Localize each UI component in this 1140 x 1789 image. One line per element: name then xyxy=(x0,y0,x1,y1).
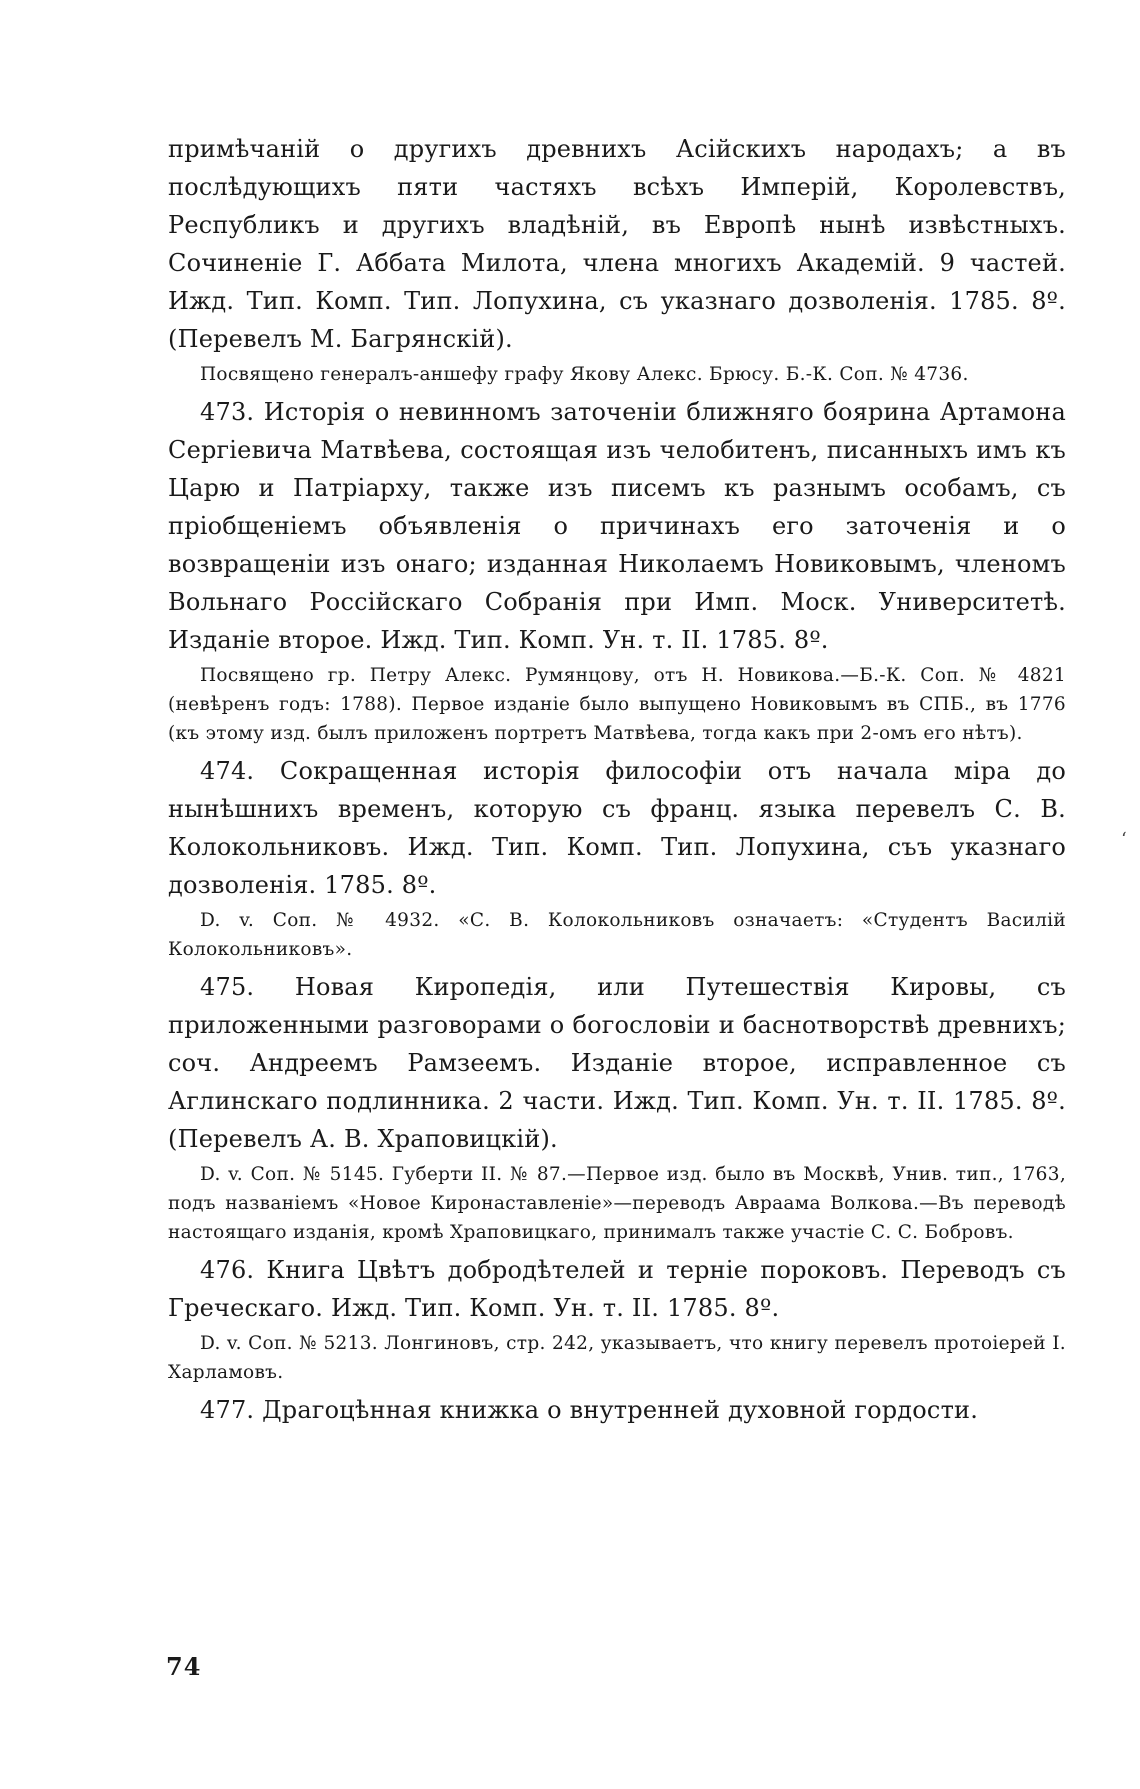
entry-number: 474. xyxy=(200,757,255,785)
entry-number: 477. xyxy=(200,1396,255,1424)
entry-note: D. v. Соп. № 5145. Губерти II. № 87.—Первое изд. было въ Москвѣ, Унив. тип., 1763, подъ названіемъ «Новое Киронаставленіе»—переводъ Авраама Волкова.—Въ переводѣ настоящаго изданія, кромѣ Храповицкаго, принималъ также участіе С. С. Бобровъ. xyxy=(168,1164,1066,1243)
entry-text: примѣчаній о другихъ древнихъ Асійскихъ народахъ; а въ послѣдующихъ пяти частяхъ всѣхъ Имперій, Королевствъ, Республикъ и другихъ владѣній, въ Европѣ нынѣ извѣстныхъ. Сочиненіе Г. Аббата Милота, члена многихъ Академій. 9 частей. Ижд. Тип. Комп. Тип. Лопухина, съ указнаго дозволенія. 1785. 8º. (Перевелъ М. Багрянскій). xyxy=(168,135,1066,353)
page-body xyxy=(168,130,1066,1429)
entry-475 xyxy=(168,968,1066,1158)
entry-text: Исторія о невинномъ заточеніи ближняго боярина Артамона Сергіевича Матвѣева, состоящая изъ челобитенъ, писанныхъ имъ къ Царю и Патріарху, также изъ писемъ къ разнымъ особамъ, съ пріобщеніемъ объявленія о причинахъ его заточенія и о возвращеніи изъ онаго; изданная Николаемъ Новиковымъ, членомъ Вольнаго Россійскаго Собранія при Имп. Моск. Университетѣ. Изданіе второе. Ижд. Тип. Комп. Ун. т. II. 1785. 8º. xyxy=(168,398,1066,654)
entry-number: 473. xyxy=(200,398,255,426)
entry-number: 476. xyxy=(200,1256,255,1284)
entry-476 xyxy=(168,1251,1066,1327)
entry-473 xyxy=(168,393,1066,659)
entry-note: Посвящено гр. Петру Алекс. Румянцову, отъ Н. Новикова.—Б.-К. Соп. № 4821 (невѣренъ годъ: 1788). Первое изданіе было выпущено Новиковымъ въ СПБ., въ 1776 (къ этому изд. былъ приложенъ портретъ Матвѣева, тогда какъ при 2-омъ его нѣтъ). xyxy=(168,665,1066,744)
entry-text: Книга Цвѣтъ добродѣтелей и терніе пороковъ. Переводъ съ Греческаго. Ижд. Тип. Комп. Ун. т. II. 1785. 8º. xyxy=(168,1256,1066,1322)
page-number: 74 xyxy=(166,1652,202,1681)
entry-note: D. v. Соп. № 4932. «С. В. Колокольниковъ означаетъ: «Студентъ Василій Колокольниковъ». xyxy=(168,910,1066,960)
entry-text: Драгоцѣнная книжка о внутренней духовной гордости. xyxy=(262,1396,979,1424)
entry-474 xyxy=(168,752,1066,904)
entry-note: D. v. Соп. № 5213. Лонгиновъ, стр. 242, указываетъ, что книгу перевелъ протоіерей І. Харламовъ. xyxy=(168,1333,1066,1383)
entry-note: Посвящено генералъ-аншефу графу Якову Алекс. Брюсу. Б.-К. Соп. № 4736. xyxy=(200,364,969,385)
entry-text: Сокращенная исторія философіи отъ начала міра до нынѣшнихъ временъ, которую съ франц. языка перевелъ С. В. Колокольниковъ. Ижд. Тип. Комп. Тип. Лопухина, съъ указнаго дозволенія. 1785. 8º. xyxy=(168,757,1066,899)
entry-text: Новая Киропедія, или Путешествія Кировы, съ приложенными разговорами о богословіи и баснотворствѣ древнихъ; соч. Андреемъ Рамзеемъ. Изданіе второе, исправленное съ Аглинскаго подлинника. 2 части. Ижд. Тип. Комп. Ун. т. II. 1785. 8º. (Перевелъ А. В. Храповицкій). xyxy=(168,973,1066,1153)
entry-472-continuation xyxy=(168,130,1066,358)
entry-number: 475. xyxy=(200,973,255,1001)
entry-477 xyxy=(168,1391,1066,1429)
margin-mark: ‘ xyxy=(1121,829,1127,850)
